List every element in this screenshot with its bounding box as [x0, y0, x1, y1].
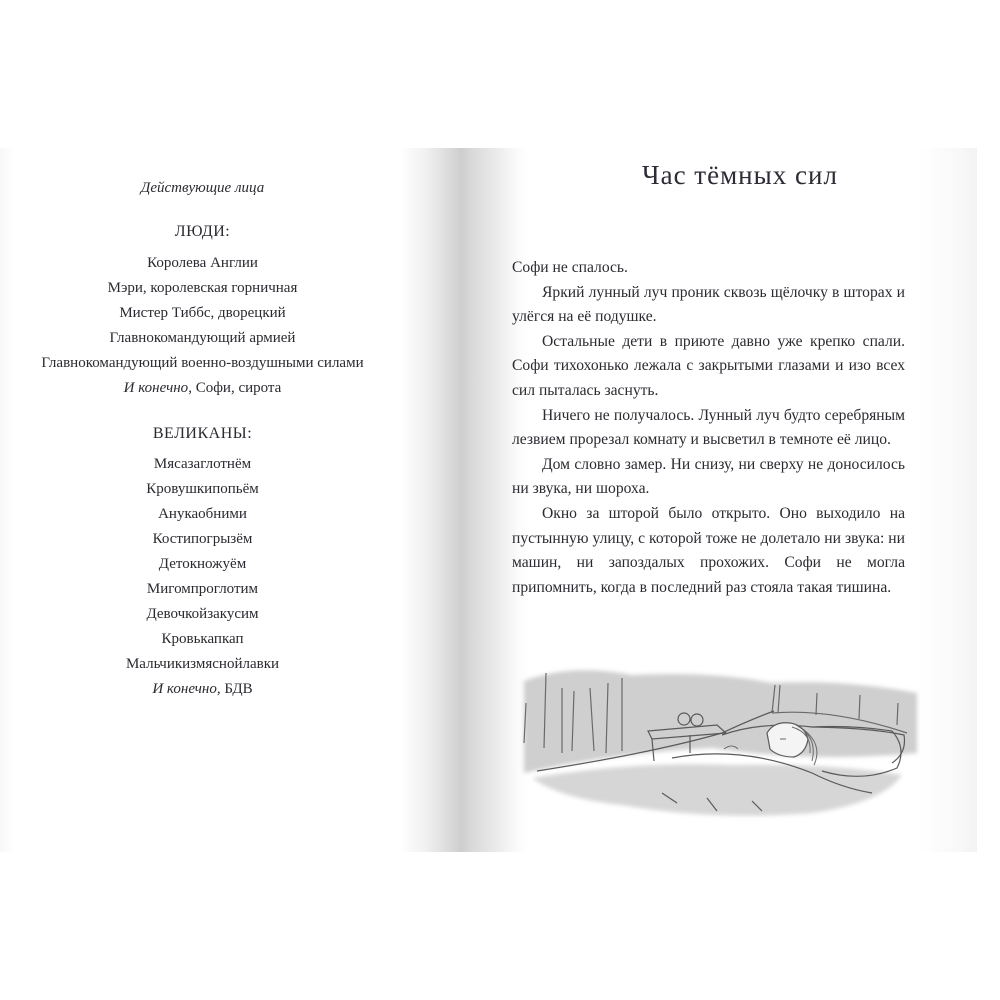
people-section-title: ЛЮДИ: [174, 223, 231, 240]
left-page [0, 148, 460, 852]
cast-entry: Главнокомандующий армией [109, 330, 296, 346]
cast-entry: Главнокомандующий военно-воздушными силами [41, 355, 364, 371]
cast-entry-last [0, 380, 405, 397]
paragraph: Софи не спалось. [512, 259, 628, 276]
chapter-body [512, 256, 905, 600]
paragraph: Дом словно замер. Ни снизу, ни сверху не доносилось ни звука, ни шороха. [512, 455, 905, 498]
sleeping-girl-illustration [512, 653, 922, 823]
cast-entry-italic: И конечно [123, 380, 189, 396]
giant-entry: Костипогрызём [152, 531, 253, 547]
giant-entry: Мальчикизмяснойлавки [125, 656, 280, 672]
giant-entry: Анукаобними [158, 506, 247, 522]
giant-entry: Кровькапкап [161, 631, 244, 647]
giant-entry: Мигомпроглотим [146, 581, 259, 597]
paragraph: Остальные дети в приюте давно уже крепко спали. Софи тихохонько лежала с закрытыми глазами и изо всех сил пыталась заснуть. [512, 332, 905, 399]
paragraph: Ничего не получалось. Лунный луч будто серебряным лезвием прорезал комнату и высветил в темноте её лицо. [512, 406, 905, 449]
bed-scene-icon [512, 653, 922, 823]
chapter-title: Час тёмных сил [642, 160, 838, 190]
paragraph: Окно за шторой было открыто. Оно выходило на пустынную улицу, с которой тоже не долетало ни звука: ни машин, ни запоздалых прохожих. Софи не могла припомнить, когда в последний раз стояла такая тишина. [512, 504, 905, 596]
giants-section-title: ВЕЛИКАНЫ: [152, 425, 253, 442]
book-spread [0, 148, 980, 852]
paragraph: Яркий лунный луч проник сквозь щёлочку в шторах и улёгся на её подушке. [512, 283, 905, 326]
cast-entry-rest: , Софи, сирота [188, 380, 282, 396]
giant-entry-rest: , БДВ [216, 681, 253, 697]
giant-entry-italic: И конечно [152, 681, 217, 697]
giant-entry: Мясазаглотнём [153, 456, 252, 472]
cast-entry: Мэри, королевская горничная [107, 280, 298, 296]
giant-entry-last [0, 681, 405, 698]
giant-entry: Кровушкипопьём [146, 481, 259, 497]
cast-entry: Мистер Тиббс, дворецкий [119, 305, 286, 321]
giant-entry: Детокножуём [158, 556, 247, 572]
cast-entry: Королева Англии [147, 255, 258, 271]
giant-entry: Девочкойзакусим [146, 606, 259, 622]
cast-heading: Действующие лица [140, 180, 265, 196]
